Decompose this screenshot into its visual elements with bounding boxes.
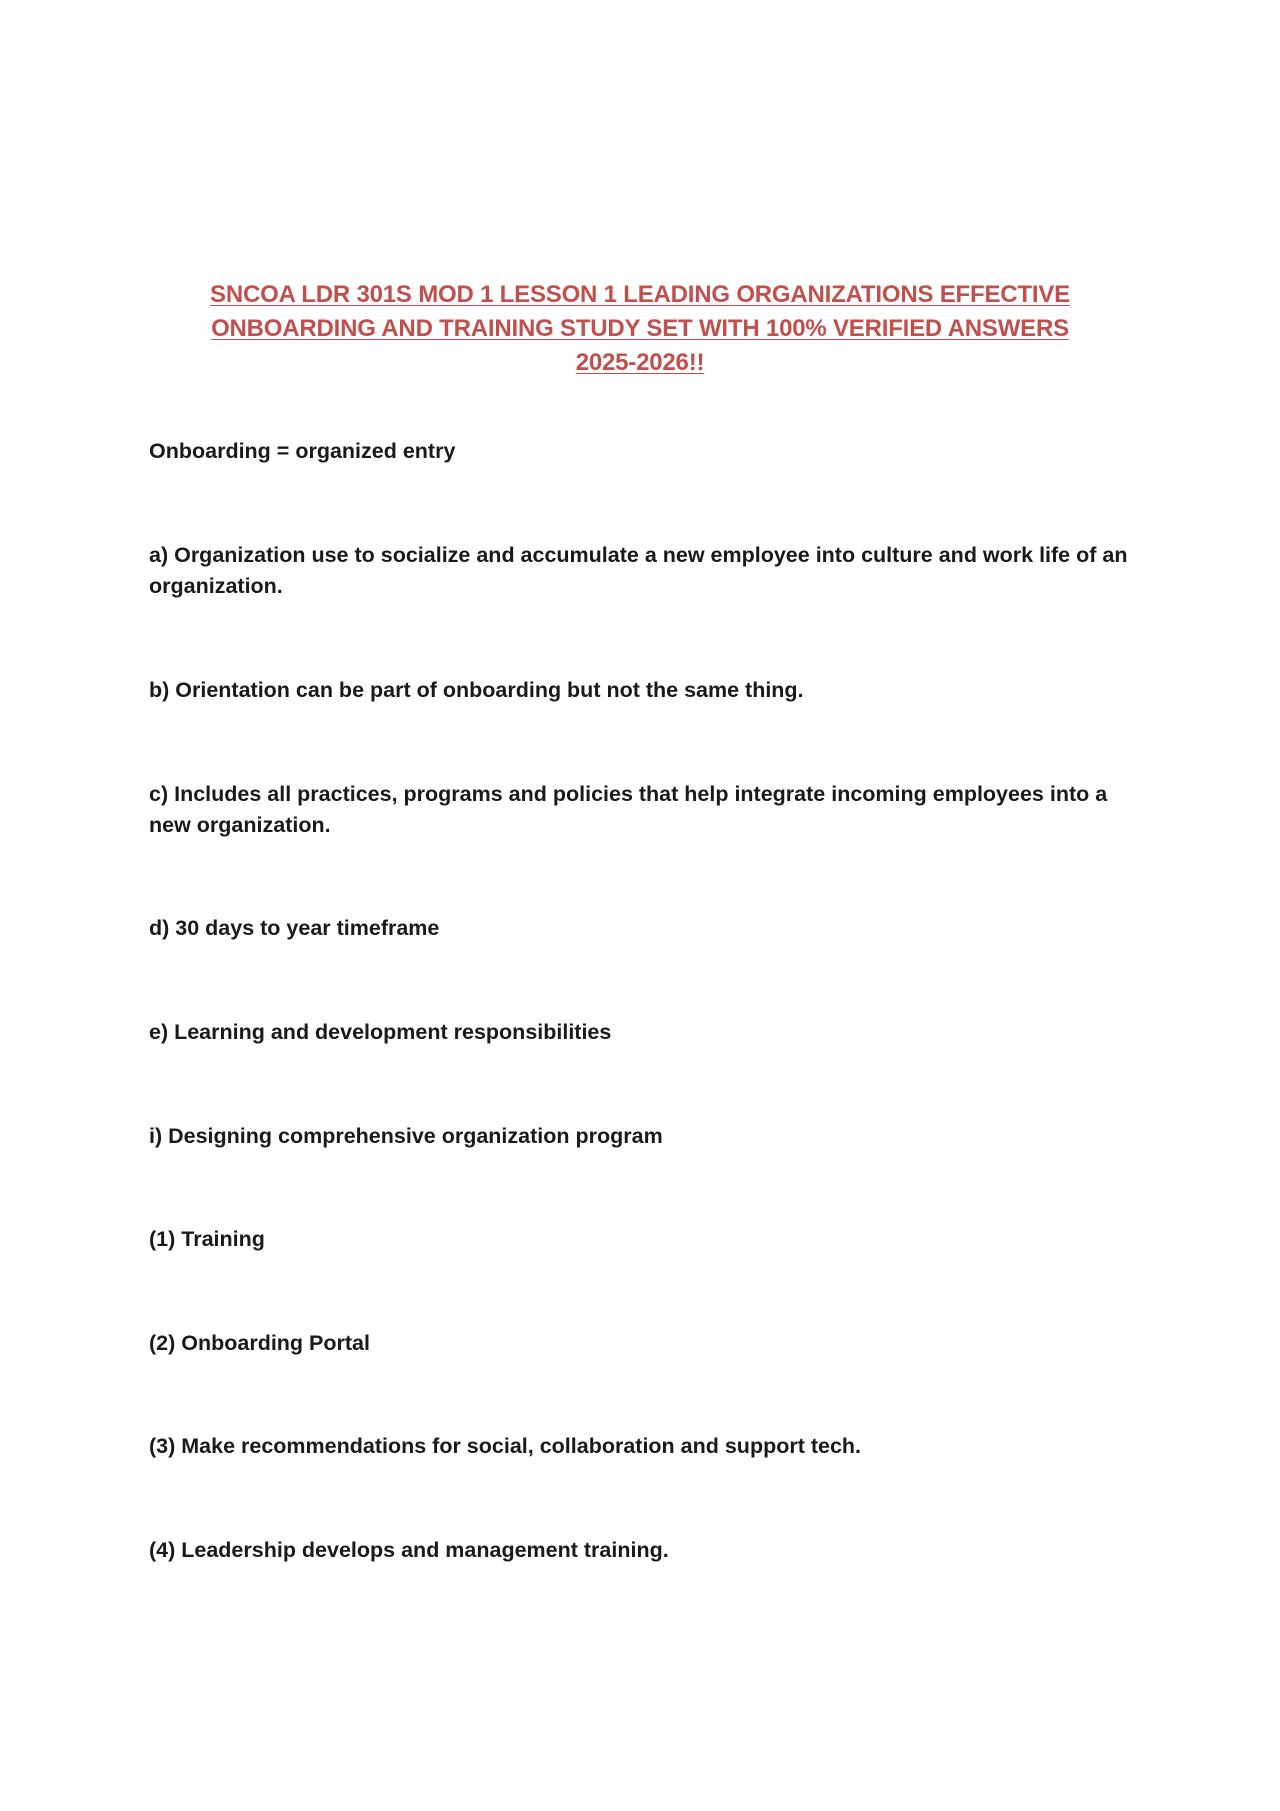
title-line-2: ONBOARDING AND TRAINING STUDY SET WITH 100% VERIFIED ANSWERS [211, 315, 1069, 342]
list-item-b: b) Orientation can be part of onboarding but not the same thing. [149, 678, 804, 702]
list-item-1: (1) Training [149, 1227, 265, 1251]
title-line-1: SNCOA LDR 301S MOD 1 LESSON 1 LEADING ORGANIZATIONS EFFECTIVE [210, 281, 1070, 308]
list-item-a: a) Organization use to socialize and accumulate a new employee into culture and work life of an organization. [149, 543, 1128, 598]
list-item-d: d) 30 days to year timeframe [149, 916, 440, 940]
list-item-e: e) Learning and development responsibilities [149, 1020, 612, 1044]
list-item-i: i) Designing comprehensive organization program [149, 1124, 663, 1148]
list-item-3: (3) Make recommendations for social, collaboration and support tech. [149, 1434, 862, 1458]
definition-line: Onboarding = organized entry [149, 439, 456, 463]
title-line-3: 2025-2026!! [575, 349, 705, 376]
document-title [150, 278, 1130, 380]
list-item-4: (4) Leadership develops and management training. [149, 1538, 669, 1562]
list-item-2: (2) Onboarding Portal [149, 1331, 370, 1355]
list-item-c: c) Includes all practices, programs and policies that help integrate incoming employees into a new organization. [149, 782, 1108, 837]
